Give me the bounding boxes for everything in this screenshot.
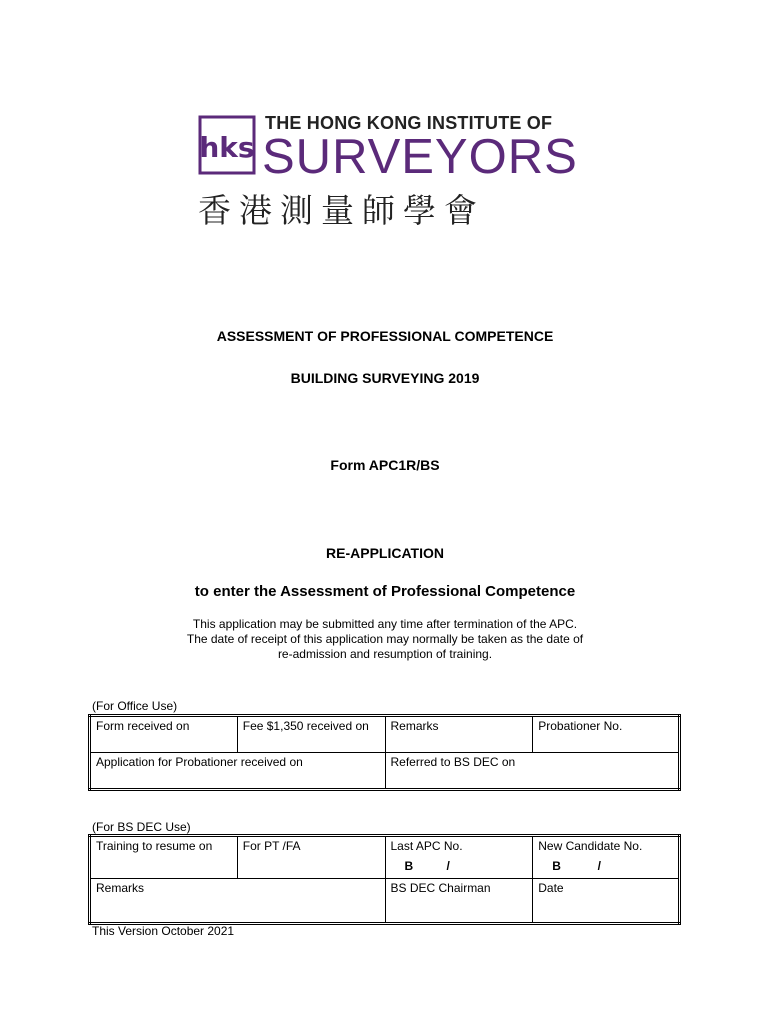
new-candidate-value: B / (552, 859, 601, 873)
version-footer: This Version October 2021 (92, 924, 235, 938)
office-use-caption: (For Office Use) (92, 699, 178, 713)
last-apc-label: Last APC No. (390, 839, 463, 853)
remarks-cell[interactable] (385, 716, 533, 753)
table-row (90, 836, 680, 879)
new-candidate-label: New Candidate No. (538, 839, 643, 853)
date-cell[interactable] (533, 879, 680, 924)
table-row (90, 879, 680, 924)
chairman-label: BS DEC Chairman (390, 881, 491, 895)
bsdec-use-caption: (For BS DEC Use) (92, 820, 191, 834)
pt-fa-cell[interactable] (237, 836, 385, 879)
pt-fa-label: For PT /FA (242, 839, 301, 853)
hkis-logo-mark-icon (198, 115, 256, 175)
fee-received-cell[interactable] (237, 716, 385, 753)
table-row (90, 753, 680, 790)
intro-paragraph (0, 617, 770, 662)
logo-mark-text: hks (199, 131, 255, 164)
table-row (90, 716, 680, 753)
bsdec-remarks-label: Remarks (96, 881, 145, 895)
document-title: ASSESSMENT OF PROFESSIONAL COMPETENCE (216, 328, 554, 344)
new-candidate-cell[interactable] (533, 836, 680, 879)
remarks-label: Remarks (390, 719, 439, 733)
intro-line: re-admission and resumption of training. (277, 647, 493, 661)
intro-line: This application may be submitted any time after termination of the APC. (192, 617, 578, 631)
last-apc-value: B / (404, 859, 450, 873)
reapplication-heading: RE-APPLICATION (326, 545, 444, 561)
training-resume-cell[interactable] (90, 836, 238, 879)
form-code: Form APC1R/BS (330, 457, 440, 473)
fee-received-label: Fee $1,350 received on (242, 719, 369, 733)
intro-line: The date of receipt of this application may normally be taken as the date of (186, 632, 584, 646)
logo-surveyors-wordmark: SURVEYORS (262, 130, 578, 184)
referred-cell[interactable] (385, 753, 680, 790)
bsdec-remarks-cell[interactable] (90, 879, 386, 924)
logo-chinese-name: 香港測量師學會 (198, 191, 485, 230)
bsdec-use-table (88, 834, 681, 925)
form-received-label: Form received on (96, 719, 190, 733)
logo-institute-line: THE HONG KONG INSTITUTE OF (265, 113, 553, 133)
reapplication-subheading: to enter the Assessment of Professional Competence (194, 583, 576, 600)
chairman-cell[interactable] (385, 879, 533, 924)
application-probationer-cell[interactable] (90, 753, 386, 790)
form-received-cell[interactable] (90, 716, 238, 753)
last-apc-cell[interactable] (385, 836, 533, 879)
application-probationer-label: Application for Probationer received on (96, 755, 303, 769)
training-resume-label: Training to resume on (96, 839, 213, 853)
probationer-no-cell[interactable] (533, 716, 680, 753)
probationer-no-label: Probationer No. (538, 719, 623, 733)
hkis-logo (198, 113, 578, 230)
date-label: Date (538, 881, 564, 895)
referred-label: Referred to BS DEC on (390, 755, 516, 769)
office-use-table (88, 714, 681, 791)
document-subtitle: BUILDING SURVEYING 2019 (290, 370, 480, 386)
